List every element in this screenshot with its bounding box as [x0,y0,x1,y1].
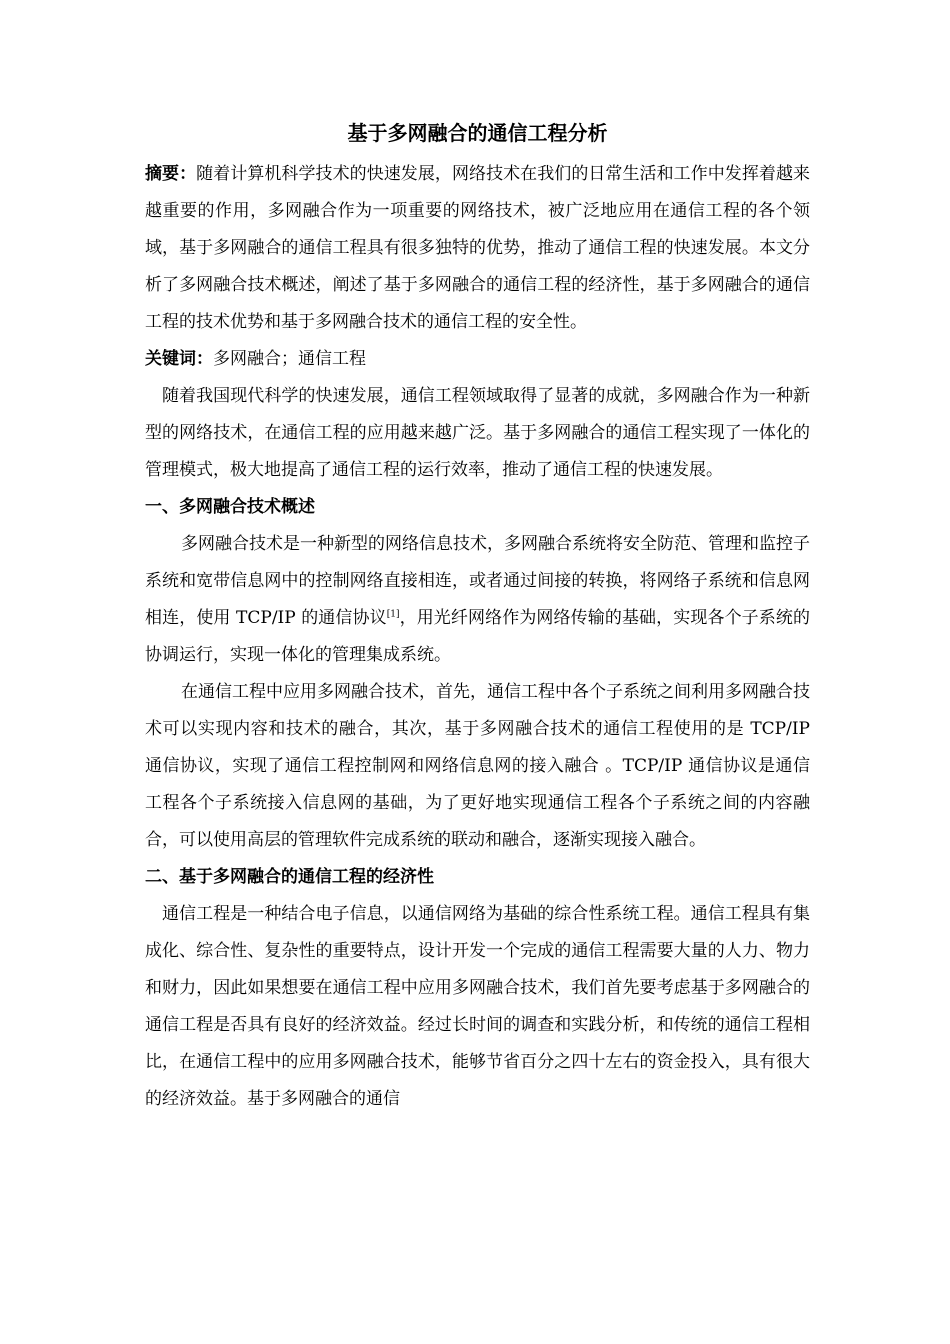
keywords-paragraph [145,341,810,378]
keywords-label: 关键词： [145,349,213,369]
document-title: 基于多网融合的通信工程分析 [347,121,608,145]
keywords-text: 多网融合；通信工程 [213,349,366,369]
document-page [145,118,810,1118]
section-1-heading: 一、多网融合技术概述 [145,497,315,517]
abstract-text: 随着计算机科学技术的快速发展，网络技术在我们的日常生活和工作中发挥着越来越重要的作用，多网融合作为一项重要的网络技术，被广泛地应用在通信工程的各个领域，基于多网融合的通信工程具有很多独特的优势，推动了通信工程的快速发展。本文分析了多网融合技术概述，阐述了基于多网融合的通信工程的经济性，基于多网融合的通信工程的技术优势和基于多网融合技术的通信工程的安全性。 [145,164,811,332]
abstract-paragraph [145,156,810,341]
section-1-paragraph-2: 在通信工程中应用多网融合技术，首先，通信工程中各个子系统之间利用多网融合技术可以实现内容和技术的融合，其次，基于多网融合技术的通信工程使用的是 TCP/IP 通信协议，实现了通信工程控制网和网络信息网的接入融合 。TCP/IP 通信协议是通信工程各个子系统接入信息网的基础，为了更好地实现通信工程各个子系统之间的内容融合，可以使用高层的管理软件完成系统的联动和融合，逐渐实现接入融合。 [145,682,810,850]
citation-ref: [1] [386,609,400,620]
section-2-paragraph-1: 通信工程是一种结合电子信息，以通信网络为基础的综合性系统工程。通信工程具有集成化、综合性、复杂性的重要特点，设计开发一个完成的通信工程需要大量的人力、物力和财力，因此如果想要在通信工程中应用多网融合技术，我们首先要考虑基于多网融合的通信工程是否具有良好的经济效益。经过长时间的调查和实践分析，和传统的通信工程相比，在通信工程中的应用多网融合技术，能够节省百分之四十左右的资金投入，具有很大的经济效益。基于多网融合的通信 [145,904,810,1109]
section-1-paragraph-1 [145,526,810,674]
intro-paragraph: 随着我国现代科学的快速发展，通信工程领域取得了显著的成就，多网融合作为一种新型的网络技术，在通信工程的应用越来越广泛。基于多网融合的通信工程实现了一体化的管理模式，极大地提高了通信工程的运行效率，推动了通信工程的快速发展。 [145,386,810,480]
section-2-heading: 二、基于多网融合的通信工程的经济性 [145,867,434,887]
section-1-p1-text-cont: ，用光纤网络作为网络传输的基础，实现各个子系统的协调运行，实现一体化的管理集成系统。 [145,608,810,665]
abstract-label: 摘要： [145,164,197,184]
section-1-p1-text: 多网融合技术是一种新型的网络信息技术，多网融合系统将安全防范、管理和监控子系统和宽带信息网中的控制网络直接相连，或者通过间接的转换，将网络子系统和信息网相连，使用 TCP/IP 的通信协议 [145,534,810,628]
